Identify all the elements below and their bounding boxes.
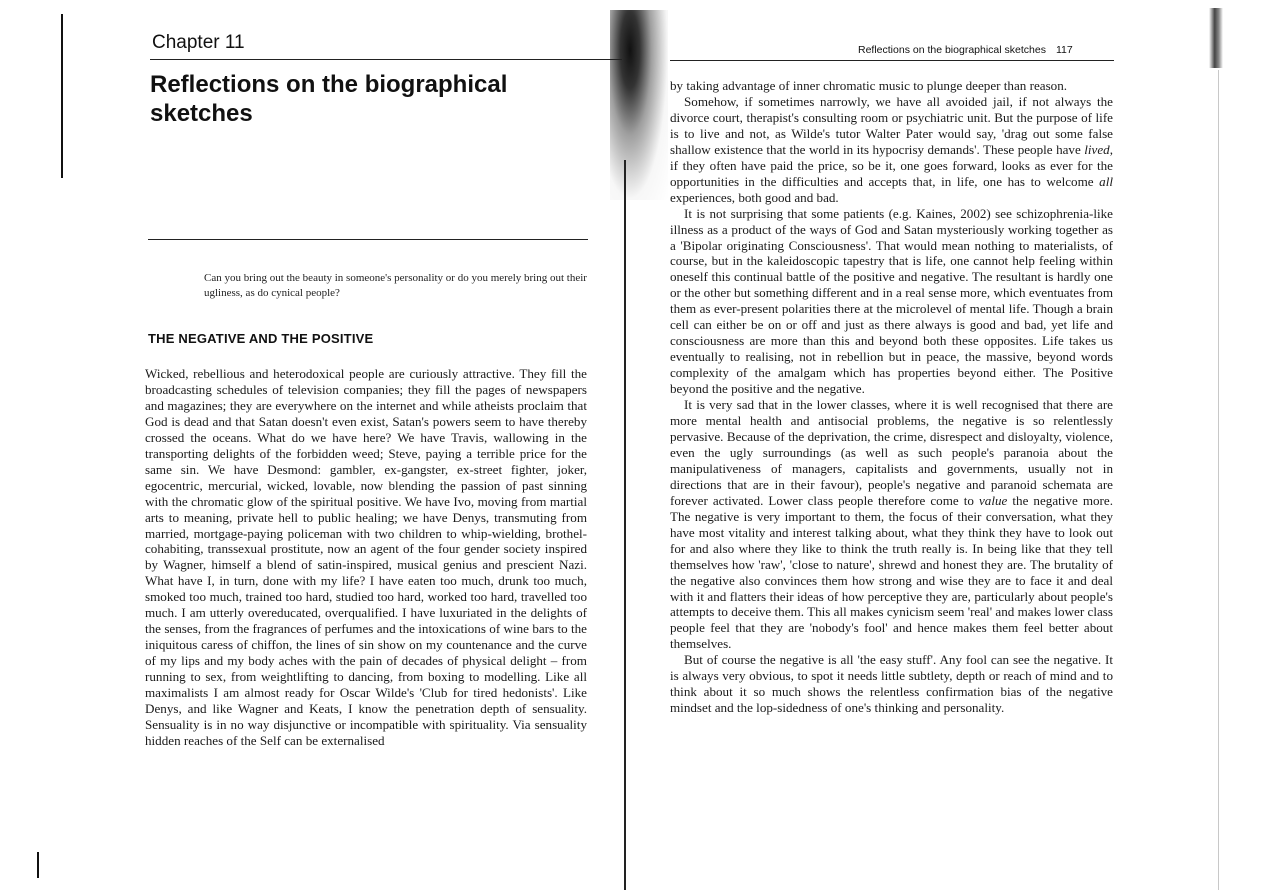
right-paragraph: [670, 94, 1113, 206]
chapter-label: Chapter 11: [152, 32, 245, 53]
gutter-spine-line: [624, 160, 626, 890]
left-paragraph: Wicked, rebellious and heterodoxical people are curiously attractive. They fill the broadcasting schedules of television companies; they fill the pages of newspapers and magazines; they are everywhere on the internet and while atheists proclaim that God is dead and that Satan doesn't even exist, Satan's powers seem to have thereby crossed the oceans. What do we have here? We have Travis, wallowing in the transporting delights of the forbidden weed; Steve, paying a terrible price for the same sin. We have Desmond: gambler, ex-gangster, ex-street fighter, joker, egocentric, mercurial, wicked, lovable, now blending the passion of past sinning with the chromatic glow of the spiritual positive. We have Ivo, moving from martial arts to meaning, private hell to public healing; we have Denys, transmuting from married, mortgage-paying policeman with two children to whip-wielding, brothel-cohabiting, transsexual prostitute, now an agent of the four gender society inspired by Wagner, himself a blend of satin-inspired, musical genius and prescient Nazi. What have I, in turn, done with my life? I have eaten too much, drunk too much, smoked too much, trained too hard, studied too hard, worked too hard, travelled too much. I am utterly overeducated, overqualified. I have luxuriated in the delights of the senses, from the fragrances of perfumes and the intoxications of wine bars to the iniquitous caress of chiffon, the lines of sin show on my countenance and the curve of my lips and my body aches with the pain of decades of physical delight – from running to sex, from weightlifting to dancing, from boxing to modelling. Like all maximalists I am almost ready for Oscar Wilde's 'Club for tired hedonists'. Like Denys, and like Wagner and Keats, I know the penetration depth of sensuality. Sensuality is in no way disjunctive or incompatible with spirituality. Via sensuality hidden reaches of the Self can be externalised: [145, 366, 587, 748]
text-run: It is very sad that in the lower classes, where it is well recognised that there are more mental health and antisocial problems, the negative is so relentlessly pervasive. Because of the deprivation, the crime, disrespect and disloyalty, violence, even the ugly surroundings (as well as such people's paranoia about the manipulativeness of managers, capitalists and governments, usually not in directions that are in their favour), people's negative and paranoid schemata are forever activated. Lower class people therefore come to: [670, 397, 1113, 508]
page-number: 117: [1055, 44, 1073, 56]
left-page-body: [145, 366, 587, 749]
right-paragraph: But of course the negative is all 'the easy stuff'. Any fool can see the negative. It is always very obvious, to spot it needs little subtlety, depth or reach of mind and to think about it so much shows the relentless confirmation bias of the negative mindset and the lop-sidedness of one's thinking and personality.: [670, 652, 1113, 716]
page-edge-shadow-left: [61, 14, 63, 178]
running-head: [858, 44, 1073, 56]
chapter-rule: [150, 59, 622, 60]
right-paragraph: by taking advantage of inner chromatic music to plunge deeper than reason.: [670, 78, 1068, 93]
book-gutter: [604, 10, 674, 894]
text-run: the negative more. The negative is very important to them, the focus of their conversation, what they have most vitality and interest talking about, what they think they have to look out for and also where they like to think the truth really is. In being like that they tell themselves how 'raw', 'close to nature', shrewd and honest they are. The brutality of the negative also convinces them how strong and wise they are to face it and deal with it and flatters their ideas of how perceptive they are, particularly about people's attempts to deceive them. This all makes cynicism seem 'real' and makes lower class people feel that they are 'nobody's fool' and hence makes them feel better about themselves.: [670, 492, 1113, 652]
running-head-title: Reflections on the biographical sketches: [858, 44, 1046, 56]
running-head-rule: [670, 60, 1114, 61]
page-edge-shadow-right: [1209, 8, 1223, 68]
epigraph-rule: [148, 239, 588, 240]
right-paragraph: It is not surprising that some patients (e.g. Kaines, 2002) see schizophrenia-like illness as a product of the ways of God and Satan mysteriously working together as a 'Bipolar originating Consciousness'. That would mean nothing to materialists, of course, but in the kaleidoscopic tapestry that is life, one cannot help feeling within oneself this continual battle of the positive and negative. The resultant is hardly one or the other but something different and in a real sense more, which eventuates from them as ever-present polarities there at the microlevel of mental life. Though a brain cell can either be on or off and just as there always is good and bad, yet life and consciousness are more than this and beyond both these opposites. Life takes us eventually to realising, not in rebellion but in peace, the massive, beyond words complexity of the amalgam which has properties beyond either. The Positive beyond the positive and the negative.: [670, 205, 1113, 397]
emphasis: all: [1099, 173, 1113, 189]
text-run: , if they often have paid the price, so be it, one goes forward, looks as ever for the opportunities in the difficulties and accepts that, in life, one has to welcome: [670, 141, 1113, 189]
gutter-shadow: [610, 10, 668, 200]
epigraph: Can you bring out the beauty in someone's personality or do you merely bring out their ugliness, as do cynical people?: [204, 272, 587, 299]
page-edge-line-right: [1218, 70, 1219, 890]
chapter-title: Reflections on the biographical sketches: [150, 71, 508, 127]
right-paragraph: [670, 397, 1113, 652]
emphasis: value: [978, 492, 1008, 508]
right-page-body: [670, 78, 1113, 716]
section-heading: THE NEGATIVE AND THE POSITIVE: [148, 331, 374, 346]
emphasis: lived: [1084, 141, 1110, 157]
text-run: Somehow, if sometimes narrowly, we have all avoided jail, if not always the divorce court, therapist's consulting room or psychiatric unit. But the purpose of life is to live and not, as Wilde's tutor Walter Pater would say, 'drag out some false shallow existence that the world in its hypocrisy demands'. These people have: [670, 93, 1113, 157]
text-run: experiences, both good and bad.: [670, 189, 839, 205]
page-edge-shadow-left-bottom: [37, 852, 39, 878]
